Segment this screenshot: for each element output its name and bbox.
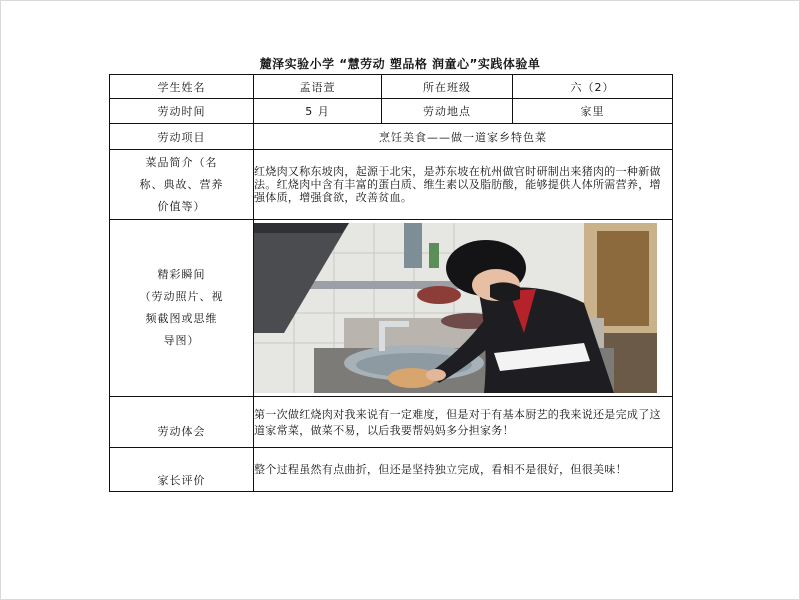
cooking-photo — [254, 223, 657, 393]
labor-project-value: 烹饪美食——做一道家乡特色菜 — [254, 124, 673, 150]
experience-label: 劳动体会 — [110, 397, 254, 448]
dish-intro-text: 红烧肉又称东坡肉，起源于北宋，是苏东坡在杭州做官时研制出来猪肉的一种新做法。红烧肉中含有丰富的蛋白质、维生素以及脂肪酸，能够提供人体所需营养，增强体质，增强食欲，改善贫血。 — [254, 150, 673, 220]
dish-intro-label-line: 菜品简介（名 — [145, 155, 218, 169]
class-label: 所在班级 — [382, 75, 513, 99]
labor-place-label: 劳动地点 — [382, 99, 513, 124]
student-name-label: 学生姓名 — [110, 75, 254, 99]
dish-row — [110, 150, 673, 220]
moment-label-line: 精彩瞬间 — [157, 268, 206, 281]
moment-label — [110, 220, 254, 397]
moment-row — [110, 220, 673, 397]
labor-place-value: 家里 — [513, 99, 673, 124]
dish-intro-label-line: 称、典故、营养 — [139, 177, 224, 191]
moment-photo-cell — [254, 220, 673, 397]
parent-row — [110, 448, 673, 492]
experience-text: 第一次做红烧肉对我来说有一定难度，但是对于有基本厨艺的我来说还是完成了这道家常菜，做菜不易，以后我要帮妈妈多分担家务！ — [254, 397, 673, 448]
labor-time-value: 5 月 — [254, 99, 382, 124]
class-value: 六（2） — [513, 75, 673, 99]
cooking-photo-illustration — [254, 223, 657, 393]
labor-project-label: 劳动项目 — [110, 124, 254, 150]
student-name-value: 孟语萱 — [254, 75, 382, 99]
parent-comment-label: 家长评价 — [110, 448, 254, 492]
labor-time-label: 劳动时间 — [110, 99, 254, 124]
project-row — [110, 124, 673, 150]
student-row — [110, 75, 673, 99]
time-row — [110, 99, 673, 124]
experience-row — [110, 397, 673, 448]
dish-intro-label-line: 价值等） — [157, 199, 206, 213]
moment-label-line: 频截图或思维 — [145, 312, 218, 325]
moment-label-line: （劳动照片、视 — [139, 290, 224, 303]
dish-intro-label — [110, 150, 254, 220]
moment-label-line: 导图） — [163, 334, 200, 347]
sheet-title: 麓泽实验小学 “慧劳动 塑品格 润童心”实践体验单 — [259, 57, 541, 71]
practice-sheet-table — [109, 74, 673, 492]
parent-comment-text: 整个过程虽然有点曲折，但还是坚持独立完成，看相不是很好，但很美味！ — [254, 448, 673, 492]
